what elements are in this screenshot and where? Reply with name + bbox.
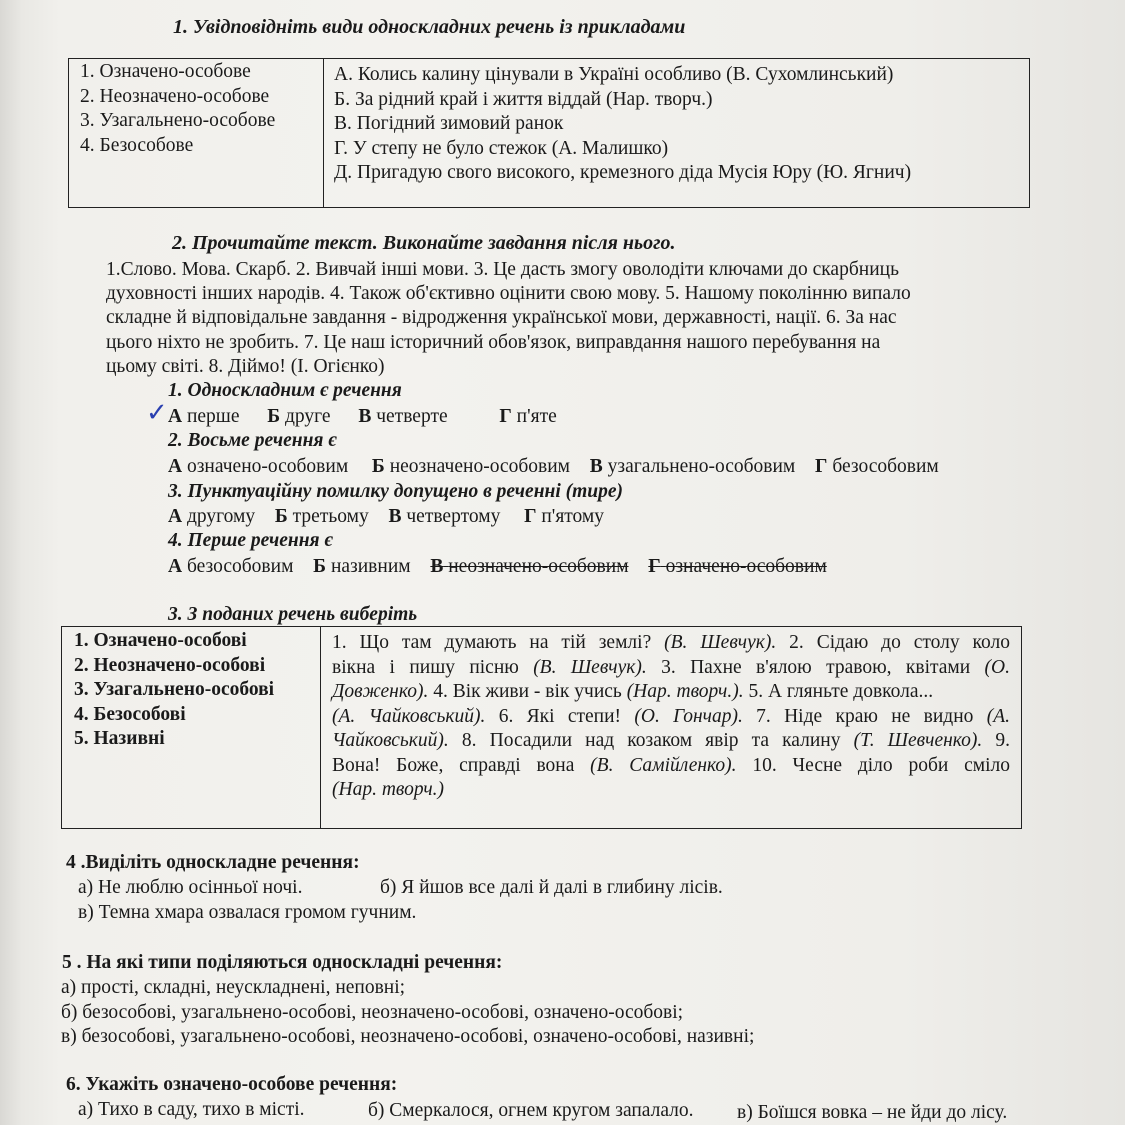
task1-type: 1. Означено-особове <box>80 61 251 82</box>
task6-option-b[interactable]: б) Смеркалося, огнем кругом запалало. <box>368 1100 694 1121</box>
option-v[interactable]: В четверте <box>358 406 448 427</box>
task1-example: А. Колись калину цінували в Україні особливо (В. Сухомлинський) <box>334 64 894 85</box>
option-b[interactable]: Б третьому <box>274 506 369 527</box>
task6-title: 6. Укажіть означено-особове речення: <box>66 1074 398 1095</box>
task3-type: 1. Означено-особові <box>74 630 247 651</box>
task4-option-a[interactable]: а) Не люблю осінньої ночі. <box>78 877 303 898</box>
task2-q1-options <box>168 406 557 428</box>
task2-question-3: 3. Пунктуаційну помилку допущено в реченні (тире) <box>168 481 624 502</box>
checkmark-icon: ✓ <box>146 398 168 428</box>
option-v[interactable]: В неозначено-особовим <box>430 556 629 577</box>
option-g[interactable]: Г п'яте <box>499 406 557 427</box>
option-b[interactable]: Б неозначено-особовим <box>371 456 570 477</box>
task3-sentence-line: (Нар. творч.) <box>332 779 445 800</box>
task2-question-1: 1. Односкладним є речення <box>168 380 402 401</box>
task5-option-b[interactable]: б) безособові, узагальнено-особові, неозначено-особові, означено-особові; <box>61 1002 684 1023</box>
task2-q2-options <box>168 456 939 478</box>
task2-question-4: 4. Перше речення є <box>168 530 333 551</box>
option-g[interactable]: Г означено-особовим <box>648 556 827 577</box>
task3-sentence-line: Довженко). 4. Вік живи - вік учись (Нар. творч.). 5. А гляньте довкола... <box>332 681 934 702</box>
task2-text-line: цього ніхто не зробить. 7. Це наш історичний обов'язок, виправдання нашого перебування на <box>106 331 881 353</box>
task5-option-a[interactable]: а) прості, складні, неускладнені, неповні; <box>61 977 406 998</box>
task3-sentence-line: Чайковський). 8. Посадили над козаком явір та калину (Т. Шевченко). 9. <box>332 730 1011 751</box>
task4-option-c[interactable]: в) Темна хмара озвалася громом гучним. <box>78 902 417 923</box>
task5-title: 5 . На які типи поділяються односкладні речення: <box>62 952 503 973</box>
task3-sentence-line: (А. Чайковський). 6. Які степи! (О. Гончар). 7. Ніде краю не видно (А. <box>332 705 1010 727</box>
option-a[interactable]: А другому <box>168 506 256 527</box>
option-a[interactable]: А безособовим <box>168 556 294 577</box>
task1-example: Б. За рідний край і життя віддай (Нар. творч.) <box>334 88 713 110</box>
option-v[interactable]: В четвертому <box>388 506 501 527</box>
task3-type: 2. Неозначено-особові <box>74 654 266 676</box>
task2-text-line: цьому світі. 8. Діймо! (І. Огієнко) <box>106 355 385 377</box>
task1-examples <box>334 63 911 186</box>
task2-q3-options <box>168 506 604 528</box>
task3-type: 4. Безособові <box>74 703 186 725</box>
task3-sentence-line: Вона! Боже, справді вона (В. Самійленко). 10. Чесне діло роби сміло <box>332 754 1010 776</box>
task3-sentence-line: 1. Що там думають на тій землі? (В. Шевчук). 2. Сідаю до столу коло <box>332 632 1011 653</box>
task1-types <box>80 60 275 158</box>
task3-types <box>74 629 274 752</box>
task1-example: В. Погідний зимовий ранок <box>334 113 564 134</box>
option-v[interactable]: В узагальнено-особовим <box>589 456 796 477</box>
task2-text <box>106 258 911 379</box>
task3-sentence-line: вікна і пишу пісню (В. Шевчук). 3. Пахне в'ялою травою, квітами (О. <box>332 656 1010 678</box>
task1-example: Г. У степу не було стежок (А. Малишко) <box>334 137 669 159</box>
option-b[interactable]: Б друге <box>267 406 331 427</box>
option-g[interactable]: Г п'ятому <box>524 506 605 527</box>
task3-sentences <box>332 632 1010 807</box>
option-g[interactable]: Г безособовим <box>815 456 939 477</box>
task1-type: 2. Неозначено-особове <box>80 85 270 107</box>
task2-question-2: 2. Восьме речення є <box>168 430 337 451</box>
task6-option-c[interactable]: в) Боїшся вовка – не йди до лісу. <box>737 1102 1008 1123</box>
task1-type: 4. Безособове <box>80 134 194 156</box>
task4-title: 4 .Виділіть односкладне речення: <box>66 852 360 873</box>
task2-text-line: складне й відповідальне завдання - відродження української мови, державності, нації. 6. За нас <box>106 307 897 329</box>
option-b[interactable]: Б називним <box>313 556 411 577</box>
task6-option-a[interactable]: а) Тихо в саду, тихо в місті. <box>78 1099 305 1120</box>
task4-option-b[interactable]: б) Я йшов все далі й далі в глибину лісів. <box>380 877 723 898</box>
task3-title: 3. З поданих речень виберіть <box>168 604 418 625</box>
task5-option-c[interactable]: в) безособові, узагальнено-особові, неозначено-особові, означено-особові, називні; <box>61 1026 755 1047</box>
task1-example: Д. Пригадую свого високого, кремезного діда Мусія Юру (Ю. Ягнич) <box>334 162 912 183</box>
task2-title: 2. Прочитайте текст. Виконайте завдання після нього. <box>172 232 676 254</box>
task1-table-divider <box>323 58 324 208</box>
task3-table-divider <box>320 626 321 829</box>
task2-text-line: духовності інших народів. 4. Також об'єктивно оцінити свою мову. 5. Нашому поколінню випало <box>106 283 911 305</box>
option-a[interactable]: А перше <box>168 406 240 427</box>
task3-type: 5. Називні <box>74 728 165 749</box>
task3-type: 3. Узагальнено-особові <box>74 679 275 700</box>
task1-title: 1. Увідповідніть види односкладних речень із прикладами <box>173 16 686 38</box>
task1-type: 3. Узагальнено-особове <box>80 110 276 131</box>
option-a[interactable]: А означено-особовим <box>168 456 349 477</box>
task2-q4-options <box>168 556 827 578</box>
task2-text-line: 1.Слово. Мова. Скарб. 2. Вивчай інші мови. 3. Це дасть змогу оволодіти ключами до скарбниць <box>106 259 899 280</box>
